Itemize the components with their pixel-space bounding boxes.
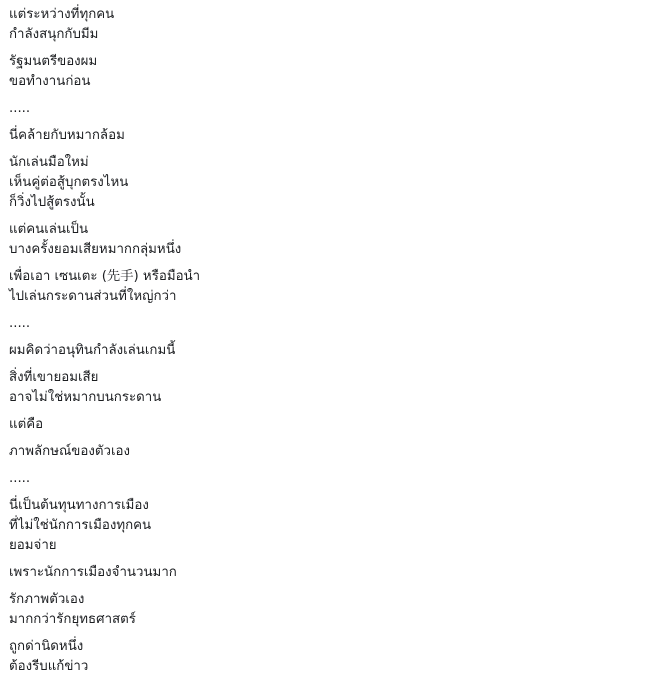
text-line: อาจไม่ใช่หมากบนกระดาน: [9, 390, 162, 405]
text-line: บางครั้งยอมเสียหมากกลุ่มหนึ่ง: [9, 242, 182, 257]
text-line: มากกว่ารักยุทธศาสตร์: [9, 612, 136, 627]
post-body: [9, 5, 649, 684]
text-line: .....: [9, 316, 31, 331]
paragraph-separator: [9, 469, 649, 489]
text-line: นี่เป็นต้นทุนทางการเมือง: [9, 498, 149, 513]
text-line: ก็วิ่งไปสู้ตรงนั้น: [9, 195, 95, 210]
text-line: ยอมจ่าย: [9, 538, 57, 553]
paragraph-separator: [9, 99, 649, 119]
text-line: ขอทำงานก่อน: [9, 74, 91, 89]
text-line: แต่คือ: [9, 417, 44, 432]
paragraph: [9, 267, 649, 307]
text-line: เห็นคู่ต่อสู้บุกตรงไหน: [9, 175, 129, 190]
text-line: ไปเล่นกระดานส่วนที่ใหญ่กว่า: [9, 289, 177, 304]
text-line: กำลังสนุกกับมีม: [9, 27, 99, 42]
text-line: ถูกด่านิดหนึ่ง: [9, 639, 84, 654]
paragraph-separator: [9, 314, 649, 334]
text-line: ภาพลักษณ์ของตัวเอง: [9, 444, 130, 459]
text-line: ผมคิดว่าอนุทินกำลังเล่นเกมนี้: [9, 343, 176, 358]
paragraph: [9, 220, 649, 260]
text-line: นี่คล้ายกับหมากล้อม: [9, 128, 125, 143]
paragraph: [9, 52, 649, 92]
text-line: รัฐมนตรีของผม: [9, 54, 98, 69]
paragraph: [9, 341, 649, 361]
paragraph: [9, 153, 649, 213]
paragraph: [9, 415, 649, 435]
paragraph: [9, 368, 649, 408]
paragraph: [9, 637, 649, 677]
paragraph: [9, 563, 649, 583]
text-line: ต้องรีบแก้ข่าว: [9, 659, 89, 674]
text-line: นักเล่นมือใหม่: [9, 155, 89, 170]
paragraph: [9, 496, 649, 556]
text-line: ที่ไม่ใช่นักการเมืองทุกคน: [9, 518, 152, 533]
text-line: รักภาพตัวเอง: [9, 592, 85, 607]
paragraph: [9, 5, 649, 45]
text-line: เพื่อเอา เซนเตะ (先手) หรือมือนำ: [9, 269, 201, 284]
paragraph: [9, 442, 649, 462]
text-line: แต่ระหว่างที่ทุกคน: [9, 7, 115, 22]
paragraph: [9, 126, 649, 146]
text-line: แต่คนเล่นเป็น: [9, 222, 89, 237]
text-line: .....: [9, 471, 31, 486]
paragraph: [9, 590, 649, 630]
text-line: สิ่งที่เขายอมเสีย: [9, 370, 99, 385]
text-line: .....: [9, 101, 31, 116]
text-line: เพราะนักการเมืองจำนวนมาก: [9, 565, 177, 580]
